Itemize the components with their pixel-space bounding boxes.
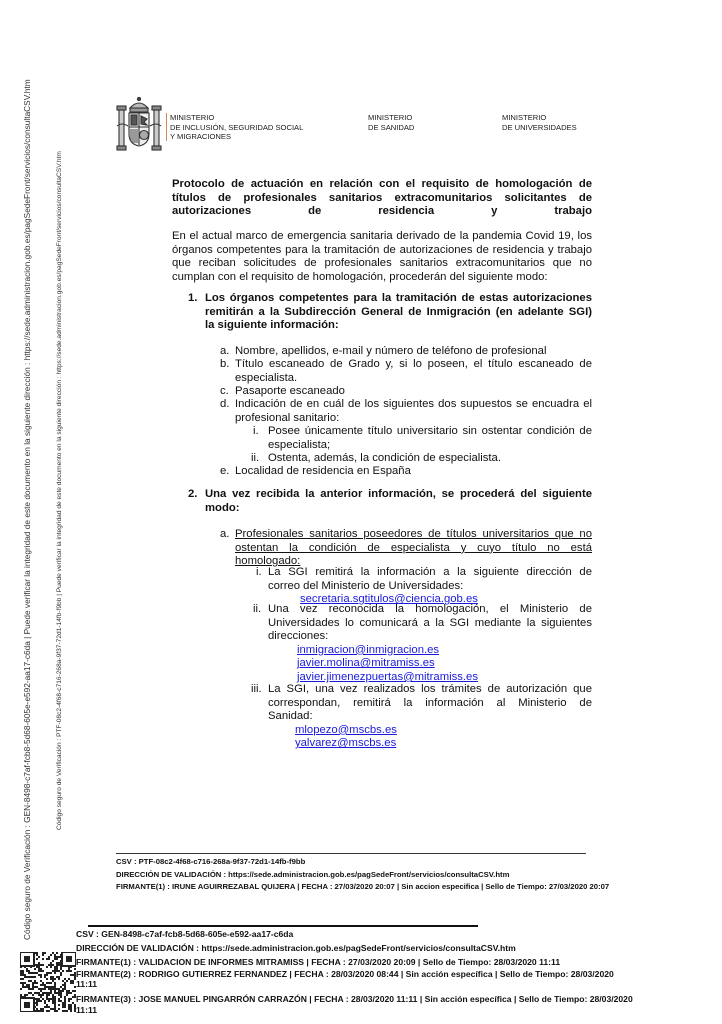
ministry-line: MINISTERIO (502, 113, 547, 122)
section-1-item-a (220, 345, 592, 359)
csv-margin-inner: Código seguro de Verificación : PTF-08c2-4f68-c716-268a-9f37-72d1-14fb-f9bb | Puede verificar la integridad de este documento en la siguiente dirección : https://sede.administracion.gob.es/pagSedeFront/servicios/consultaCSV.htm (56, 151, 63, 830)
signature-block-outer (76, 928, 633, 1015)
list-item-text: Pasaporte escaneado (235, 385, 345, 397)
list-item-text: homologado: (235, 555, 301, 568)
section-line: la siguiente información: (205, 319, 339, 332)
list-item-text: Posee únicamente título universitario sin ostentar condición de (268, 425, 592, 437)
list-marker: a. (220, 345, 230, 357)
document-title (172, 178, 592, 219)
list-marker: a. (220, 528, 230, 540)
ministry-line: DE INCLUSIÓN, SEGURIDAD SOCIAL (170, 122, 304, 132)
section-1-item-c (220, 385, 592, 399)
email-link[interactable]: inmigracion@inmigracion.es (297, 643, 440, 656)
intro-paragraph (172, 230, 592, 284)
list-item-text: direcciones: (268, 630, 329, 643)
list-item-text: Profesionales sanitarios poseedores de títulos universitarios que no (235, 528, 592, 540)
ministry-line: MINISTERIO (368, 113, 413, 122)
list-item-text: La SGI remitirá la información a la siguiente dirección de (268, 566, 592, 578)
validation-url: DIRECCIÓN DE VALIDACIÓN : https://sede.administracion.gob.es/pagSedeFront/servicios/consultaCSV.htm (116, 869, 510, 879)
section-2 (188, 488, 592, 515)
ministry-line: Y MIGRACIONES (170, 132, 232, 142)
section-1-item-d-ii (251, 452, 592, 466)
csv-code: CSV : PTF-08c2-4f68-c716-268a-9f37-72d1-14fb-f9bb (116, 857, 306, 866)
list-item-text: especialista. (235, 371, 298, 384)
section-line: Una vez recibida la anterior información, se procederá del siguiente (205, 488, 592, 500)
section-line: modo: (205, 501, 240, 514)
list-marker: b. (220, 358, 230, 370)
signer-2: FIRMANTE(2) : RODRIGO GUTIERREZ FERNANDEZ | FECHA : 28/03/2020 08:44 | Sin acción específica | Sello de Tiempo: 28/03/2020 (76, 969, 614, 980)
intro-line: cumplan con el requisito de homologación, procederán del siguiente modo: (172, 270, 548, 283)
signer-2-cont: 11:11 (76, 979, 98, 990)
email-link[interactable]: secretaria.sgtitulos@ciencia.gob.es (300, 593, 478, 606)
ministry-line: MINISTERIO (170, 113, 215, 122)
csv-margin-outer: Código seguro de Verificación : GEN-8498-c7af-fcb8-5d68-605e-e592-aa17-c6da | Puede verificar la integridad de este documento en la siguiente dirección : https://sede.administracion.gob.es/pagSedeFront/servicios/consultaCSV.htm (22, 79, 32, 940)
signer-3: FIRMANTE(3) : JOSE MANUEL PINGARRÓN CARRAZÓN | FECHA : 28/03/2020 11:11 | Sin acción específica | Sello de Tiempo: 28/03/2020 (76, 994, 633, 1005)
list-item-text: Universidades lo comunicará a la SGI mediante la siguientes (268, 616, 592, 629)
list-item-text: ostentan la condición de especialista y cuyo título no está (235, 541, 592, 554)
intro-line: En el actual marco de emergencia sanitaria derivado de la pandemia Covid 19, los (172, 230, 592, 242)
list-marker: ii. (251, 452, 260, 464)
list-item-text: Una vez reconocida la homologación, el Ministerio de (268, 603, 592, 615)
qr-code-icon (20, 952, 76, 1012)
section-2-item-a-i (256, 566, 592, 607)
letterhead-divider (166, 113, 167, 141)
email-link[interactable]: yalvarez@mscbs.es (295, 737, 397, 750)
section-2-item-a-ii (253, 603, 592, 685)
list-marker: d. (220, 398, 230, 410)
list-item-text: especialista; (268, 438, 331, 451)
list-item-text: Nombre, apellidos, e-mail y número de teléfono de profesional (235, 345, 547, 357)
email-link[interactable]: javier.molina@mitramiss.es (297, 657, 435, 670)
list-item-text: Sanidad: (268, 710, 313, 723)
signature-block-inner (116, 856, 609, 894)
section-1-item-d (220, 398, 592, 425)
list-item-text: correo del Ministerio de Universidades: (268, 579, 464, 592)
email-link[interactable]: javier.jimenezpuertas@mitramiss.es (297, 670, 478, 683)
signer-3-cont: 11:11 (76, 1005, 98, 1016)
list-item-text: Título escaneado de Grado y, si lo poseen, el título escaneado de (235, 358, 592, 370)
email-link[interactable]: mlopezo@mscbs.es (295, 723, 397, 736)
list-item-text: Localidad de residencia en España (235, 465, 411, 477)
ministry-sanidad (368, 113, 414, 132)
list-item-text: correspondan, remitirá la información al Ministerio de (268, 696, 592, 709)
ministry-inclusion (170, 113, 303, 142)
section-number: 1. (188, 292, 198, 304)
list-item-text: Ostenta, además, la condición de especialista. (268, 452, 501, 464)
list-item-text: profesional sanitario: (235, 411, 340, 424)
section-line: remitirán a la Subdirección General de Inmigración (en adelante SGI) (205, 305, 592, 318)
title-line: Protocolo de actuación en relación con el requisito de homologación de (172, 178, 592, 190)
section-1-item-b (220, 358, 592, 385)
signer-1: FIRMANTE(1) : VALIDACION DE INFORMES MITRAMISS | FECHA : 27/03/2020 20:09 | Sello de Tiempo: 28/03/2020 11:11 (76, 956, 561, 967)
list-marker: e. (220, 465, 230, 477)
title-line: autorizaciones de residencia y trabajo (172, 205, 592, 218)
section-line: Los órganos competentes para la tramitación de estas autorizaciones (205, 292, 592, 304)
list-marker: i. (256, 566, 262, 578)
intro-line: que reciban solicitudes de profesionales sanitarios extracomunitarios que no (172, 257, 592, 270)
validation-url: DIRECCIÓN DE VALIDACIÓN : https://sede.administracion.gob.es/pagSedeFront/servicios/consultaCSV.htm (76, 942, 516, 953)
ministry-line: DE UNIVERSIDADES (502, 122, 577, 132)
title-line: títulos de profesionales sanitarios extracomunitarios solicitantes de (172, 191, 592, 204)
section-1 (188, 292, 592, 333)
section-number: 2. (188, 488, 198, 500)
list-marker: i. (253, 425, 259, 437)
section-1-item-d-i (253, 425, 592, 452)
footer-divider-inner (116, 853, 586, 854)
letterhead (116, 94, 636, 158)
section-1-item-e (220, 465, 592, 479)
list-item-text: La SGI, una vez realizados los trámites de autorización que (268, 683, 592, 695)
list-marker: ii. (253, 603, 262, 615)
coat-of-arms-icon (116, 96, 162, 152)
list-marker: c. (220, 385, 229, 397)
csv-code: CSV : GEN-8498-c7af-fcb8-5d68-605e-e592-aa17-c6da (76, 929, 294, 939)
section-2-item-a-iii (251, 683, 592, 751)
list-item-text: Indicación de en cuál de los siguientes dos supuestos se encuadra el (235, 398, 592, 410)
ministry-line: DE SANIDAD (368, 122, 415, 132)
ministry-universidades (502, 113, 577, 132)
signer-1: FIRMANTE(1) : IRUNE AGUIRREZABAL QUIJERA | FECHA : 27/03/2020 20:07 | Sin accion especifica | Sello de Tiempo: 27/03/2020 20:07 (116, 882, 610, 891)
section-2-item-a (220, 528, 592, 569)
footer-divider-outer (88, 925, 478, 927)
intro-line: órganos competentes para la tramitación de autorizaciones de residencia y trabajo (172, 243, 592, 256)
list-marker: iii. (251, 683, 262, 695)
